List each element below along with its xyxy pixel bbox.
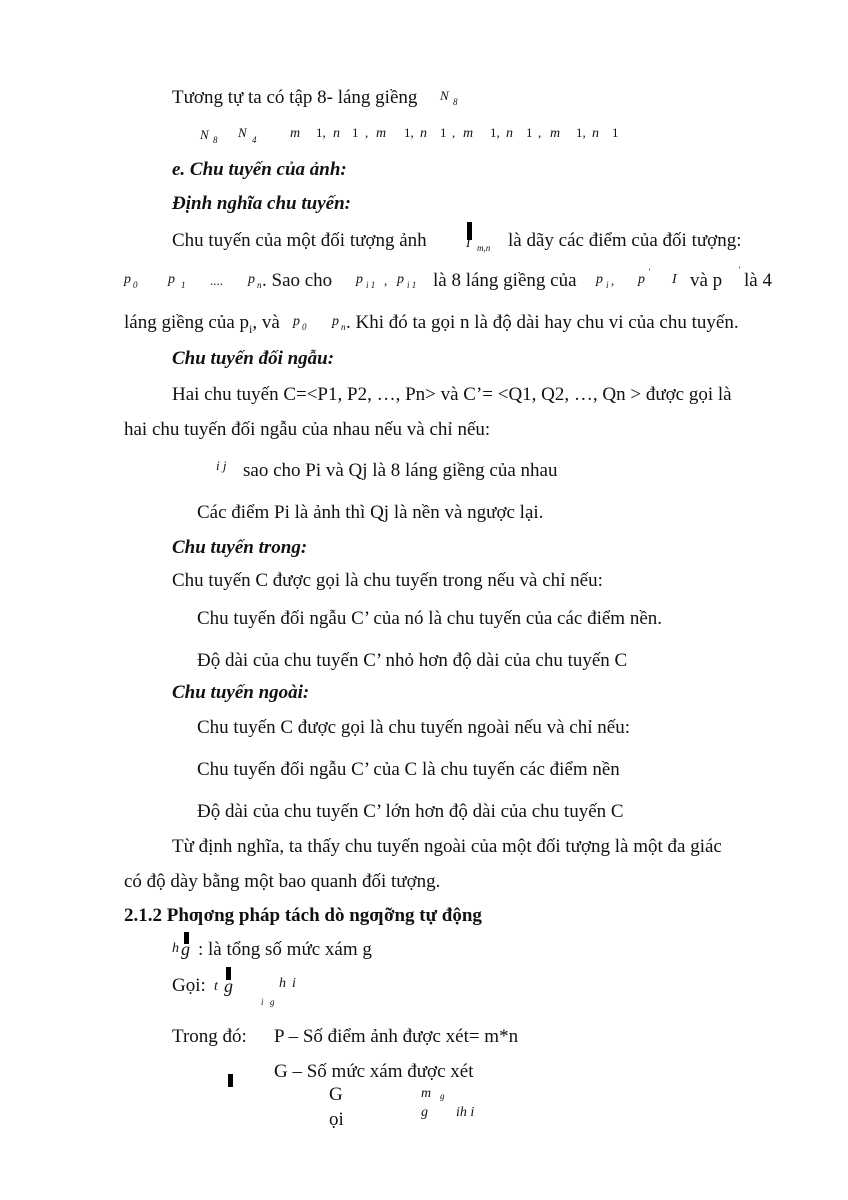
math-p: p — [397, 272, 404, 287]
text-line: G – Số mức xám được xét — [274, 1061, 474, 1082]
text-line: sao cho Pi và Qj là 8 láng giềng của nhau — [243, 460, 558, 481]
formula-term: 1 — [352, 125, 359, 140]
formula-term: m — [376, 126, 387, 141]
text-line: Chu tuyến C được gọi là chu tuyến ngoài nếu và chỉ nếu: — [197, 717, 630, 738]
math-p: p — [293, 314, 300, 329]
subheading: Chu tuyến trong: — [172, 537, 308, 558]
text-line: và p — [690, 270, 723, 291]
text-line: Từ định nghĩa, ta thấy chu tuyến ngoài của một đối tượng là một đa giác — [172, 836, 722, 857]
math-p: p — [248, 272, 255, 287]
math-p: p — [638, 272, 645, 287]
math-N: N — [200, 127, 209, 142]
text-line: là 8 láng giềng của — [433, 270, 577, 291]
math-sub: i — [261, 997, 264, 1007]
math-h: h — [279, 976, 286, 991]
cursor-mark — [228, 1074, 233, 1087]
math-sub: 0 — [133, 280, 138, 290]
section-heading: 2.1.2 Phƣơng pháp tách dò ngƣỡng tự động — [124, 905, 482, 926]
math-sub: i — [606, 280, 609, 290]
math-sub: 1 — [181, 280, 186, 290]
text-line: Tương tự ta có tập 8- láng giềng — [172, 87, 418, 108]
math-comma: , — [611, 273, 615, 288]
math-t: t — [214, 979, 218, 994]
math-p: p — [596, 272, 603, 287]
math-p: p — [356, 272, 363, 287]
text-line: . Khi đó ta gọi n là độ dài hay chu vi của chu tuyến. — [346, 312, 739, 333]
text-line: Các điểm Pi là ảnh thì Qj là nền và ngược lại. — [197, 502, 544, 523]
text-line: có độ dày bằng một bao quanh đối tượng. — [124, 871, 441, 892]
math-sub: 0 — [302, 322, 307, 332]
math-ij: i j — [216, 458, 227, 473]
math-sub: i 1 — [407, 280, 417, 290]
text-line: Chu tuyến C được gọi là chu tuyến trong nếu và chỉ nếu: — [172, 570, 603, 591]
math-N: N — [440, 88, 449, 103]
math-sup: ' — [648, 267, 650, 277]
text-line: Độ dài của chu tuyến C’ lớn hơn độ dài của chu tuyến C — [197, 801, 624, 822]
formula-term: 1, — [404, 125, 414, 140]
math-sub: g — [440, 1091, 445, 1101]
formula-term: n — [420, 126, 427, 141]
math-ihi: ih i — [456, 1105, 475, 1120]
math-i: i — [292, 976, 296, 991]
math-h: h — [172, 941, 179, 956]
math-sub: 4 — [252, 135, 257, 145]
text-line: Chu tuyến đối ngẫu C’ của C là chu tuyến các điểm nền — [197, 759, 620, 780]
text-line: Gọi: — [172, 975, 206, 996]
math-I: I — [466, 235, 471, 250]
formula-term: n — [592, 126, 599, 141]
formula-term: 1, — [316, 125, 326, 140]
math-sub: m,n — [477, 243, 491, 253]
formula-term: n — [333, 126, 340, 141]
text-line: là dãy các điểm của đối tượng: — [508, 230, 742, 251]
text-line: Độ dài của chu tuyến C’ nhỏ hơn độ dài của chu tuyến C — [197, 650, 628, 671]
subheading: Chu tuyến đối ngẫu: — [172, 348, 335, 369]
formula-term: , — [452, 125, 456, 140]
math-dots: .... — [210, 273, 223, 288]
text-line: Hai chu tuyến C=<P1, P2, …, Pn> và C’= <Q1, Q2, …, Qn > được gọi là — [172, 384, 732, 405]
math-g: g — [421, 1105, 428, 1120]
text-line: . Sao cho — [262, 270, 333, 291]
math-sub: 8 — [453, 97, 458, 107]
section-heading: e. Chu tuyến của ảnh: — [172, 159, 347, 180]
formula-term: m — [463, 126, 474, 141]
text-line: Chu tuyến của một đối tượng ảnh — [172, 230, 427, 251]
formula-term: 1, — [490, 125, 500, 140]
text-line: láng giềng của $p_i$, và — [124, 312, 280, 336]
math-p: p — [332, 314, 339, 329]
math-sup: ' — [738, 265, 740, 275]
math-sub: n — [341, 322, 346, 332]
text-line: G — [329, 1084, 343, 1105]
text-line: ọi — [329, 1109, 344, 1130]
math-g: g — [224, 976, 233, 996]
math-comma: , — [384, 273, 388, 288]
subheading: Chu tuyến ngoài: — [172, 682, 310, 703]
math-sub: n — [257, 280, 262, 290]
math-g: g — [181, 939, 190, 959]
text-line: là 4 — [744, 270, 772, 291]
formula-term: 1, — [576, 125, 586, 140]
math-I: I — [672, 272, 677, 287]
math-sub: i 1 — [366, 280, 376, 290]
math-m: m — [421, 1086, 432, 1101]
formula-term: n — [506, 126, 513, 141]
formula-term: m — [550, 126, 561, 141]
math-sub: g — [270, 997, 275, 1007]
text-line: Chu tuyến đối ngẫu C’ của nó là chu tuyến của các điểm nền. — [197, 608, 662, 629]
math-p: p — [124, 272, 131, 287]
formula-term: m — [290, 126, 301, 141]
text-line: P – Số điểm ảnh được xét= m*n — [274, 1026, 519, 1047]
formula-term: 1 — [440, 125, 447, 140]
math-sub: 8 — [213, 135, 218, 145]
text-line: hai chu tuyến đối ngẫu của nhau nếu và chỉ nếu: — [124, 419, 491, 440]
formula-term: , — [538, 125, 542, 140]
formula-term: , — [365, 125, 369, 140]
subheading: Định nghĩa chu tuyến: — [172, 193, 351, 214]
text-line: : là tổng số mức xám g — [198, 939, 372, 960]
math-p: p — [168, 272, 175, 287]
math-N: N — [238, 125, 247, 140]
text-line: Trong đó: — [172, 1026, 247, 1047]
formula-term: 1 — [526, 125, 533, 140]
formula-term: 1 — [612, 125, 619, 140]
